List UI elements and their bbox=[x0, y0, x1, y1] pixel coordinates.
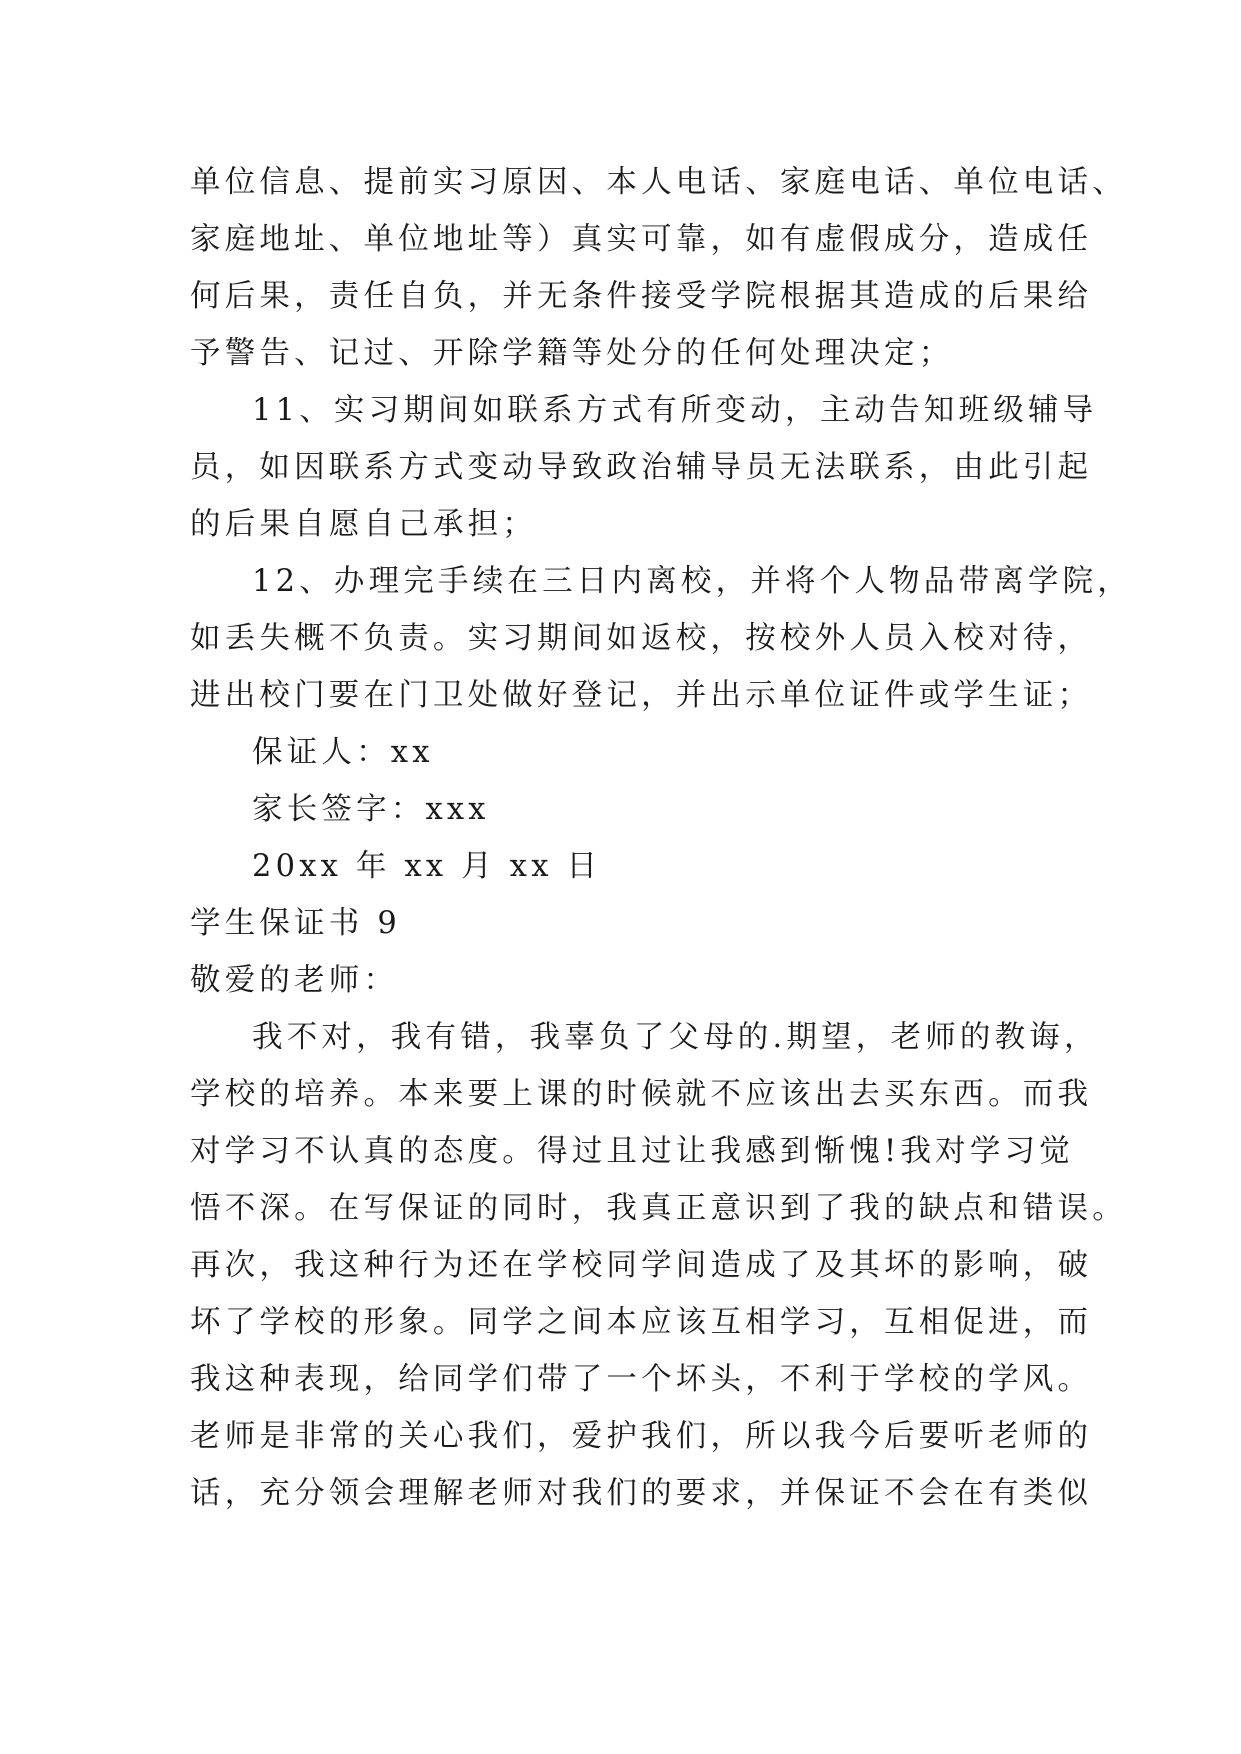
section-title: 学生保证书 9 bbox=[190, 906, 401, 941]
paragraph-line: 如丢失概不负责。实习期间如返校，按校外人员入校对待， bbox=[190, 621, 1093, 656]
date-line: 20xx 年 xx 月 xx 日 bbox=[252, 849, 602, 884]
paragraph-line: 何后果，责任自负，并无条件接受学院根据其造成的后果给 bbox=[190, 279, 1093, 314]
paragraph-line: 进出校门要在门卫处做好登记，并出示单位证件或学生证； bbox=[190, 678, 1093, 713]
paragraph-line: 我不对，我有错，我辜负了父母的.期望，老师的教诲， bbox=[252, 1020, 1099, 1055]
paragraph-line: 再次，我这种行为还在学校同学间造成了及其坏的影响，破 bbox=[190, 1248, 1093, 1283]
paragraph-line: 老师是非常的关心我们，爱护我们，所以我今后要听老师的 bbox=[190, 1419, 1093, 1454]
paragraph-line: 我这种表现，给同学们带了一个坏头，不利于学校的学风。 bbox=[190, 1362, 1093, 1397]
paragraph-line: 12、办理完手续在三日内离校，并将个人物品带离学院， bbox=[252, 564, 1133, 599]
paragraph-line: 悟不深。在写保证的同时，我真正意识到了我的缺点和错误。 bbox=[190, 1191, 1127, 1226]
paragraph-line: 对学习不认真的态度。得过且过让我感到惭愧!我对学习觉 bbox=[190, 1134, 1074, 1169]
paragraph-line: 的后果自愿自己承担； bbox=[190, 507, 537, 542]
paragraph-line: 员，如因联系方式变动导致政治辅导员无法联系，由此引起 bbox=[190, 450, 1093, 485]
paragraph-line: 予警告、记过、开除学籍等处分的任何处理决定； bbox=[190, 336, 954, 371]
paragraph-line: 单位信息、提前实习原因、本人电话、家庭电话、单位电话、 bbox=[190, 165, 1127, 200]
paragraph-line: 家庭地址、单位地址等）真实可靠，如有虚假成分，造成任 bbox=[190, 222, 1093, 257]
paragraph-line: 坏了学校的形象。同学之间本应该互相学习，互相促进，而 bbox=[190, 1305, 1093, 1340]
paragraph-line: 11、实习期间如联系方式有所变动，主动告知班级辅导 bbox=[252, 393, 1098, 428]
paragraph-line: 学校的培养。本来要上课的时候就不应该出去买东西。而我 bbox=[190, 1077, 1093, 1112]
guarantor-line: 保证人：xx bbox=[252, 735, 434, 770]
paragraph-line: 话，充分领会理解老师对我们的要求，并保证不会在有类似 bbox=[190, 1476, 1093, 1511]
salutation: 敬爱的老师： bbox=[190, 963, 399, 998]
parent-signature-line: 家长签字：xxx bbox=[252, 792, 490, 827]
